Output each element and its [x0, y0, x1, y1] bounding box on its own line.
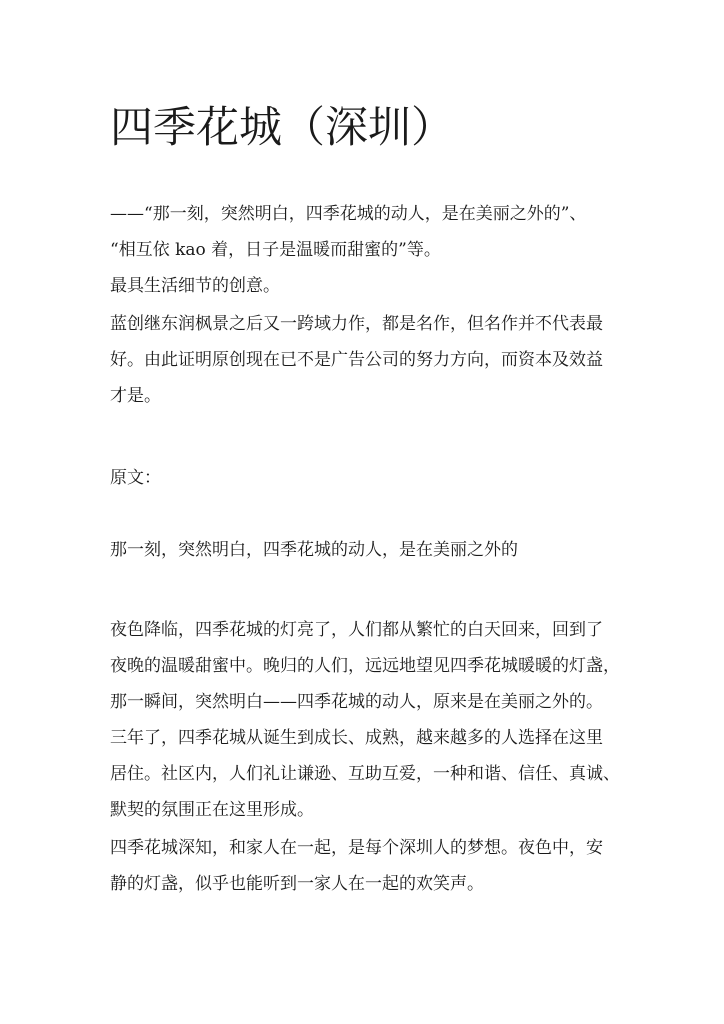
- quote-line-2: “相互依 kao 着，日子是温暖而甜蜜的”等。: [110, 240, 441, 260]
- p1-line-2: 夜晚的温暖甜蜜中。晚归的人们，远远地望见四季花城暖暖的灯盏，: [110, 656, 620, 676]
- document-title: 四季花城（深圳）: [110, 103, 454, 153]
- p1-line-1: 夜色降临，四季花城的灯亮了，人们都从繁忙的白天回来，回到了: [110, 620, 603, 640]
- p3-line-1: 四季花城深知，和家人在一起，是每个深圳人的梦想。夜色中，安: [110, 838, 603, 858]
- p2-line-3: 默契的氛围正在这里形成。: [110, 800, 314, 820]
- p1-line-3: 那一瞬间，突然明白——四季花城的动人，原来是在美丽之外的。: [110, 692, 603, 712]
- review-line-1: 蓝创继东润枫景之后又一跨域力作，都是名作，但名作并不代表最: [110, 314, 603, 334]
- original-label: 原文：: [110, 468, 161, 488]
- comment-line: 最具生活细节的创意。: [110, 276, 280, 296]
- p3-line-2: 静的灯盏，似乎也能听到一家人在一起的欢笑声。: [110, 874, 484, 894]
- quote-line-1: ——“那一刻，突然明白，四季花城的动人，是在美丽之外的”、: [110, 204, 587, 224]
- p2-line-2: 居住。社区内，人们礼让谦逊、互助互爱，一种和谐、信任、真诚、: [110, 764, 620, 784]
- article-heading: 那一刻，突然明白，四季花城的动人，是在美丽之外的: [110, 540, 518, 560]
- review-line-3: 才是。: [110, 386, 161, 406]
- review-line-2: 好。由此证明原创现在已不是广告公司的努力方向，而资本及效益: [110, 350, 603, 370]
- p2-line-1: 三年了，四季花城从诞生到成长、成熟，越来越多的人选择在这里: [110, 728, 603, 748]
